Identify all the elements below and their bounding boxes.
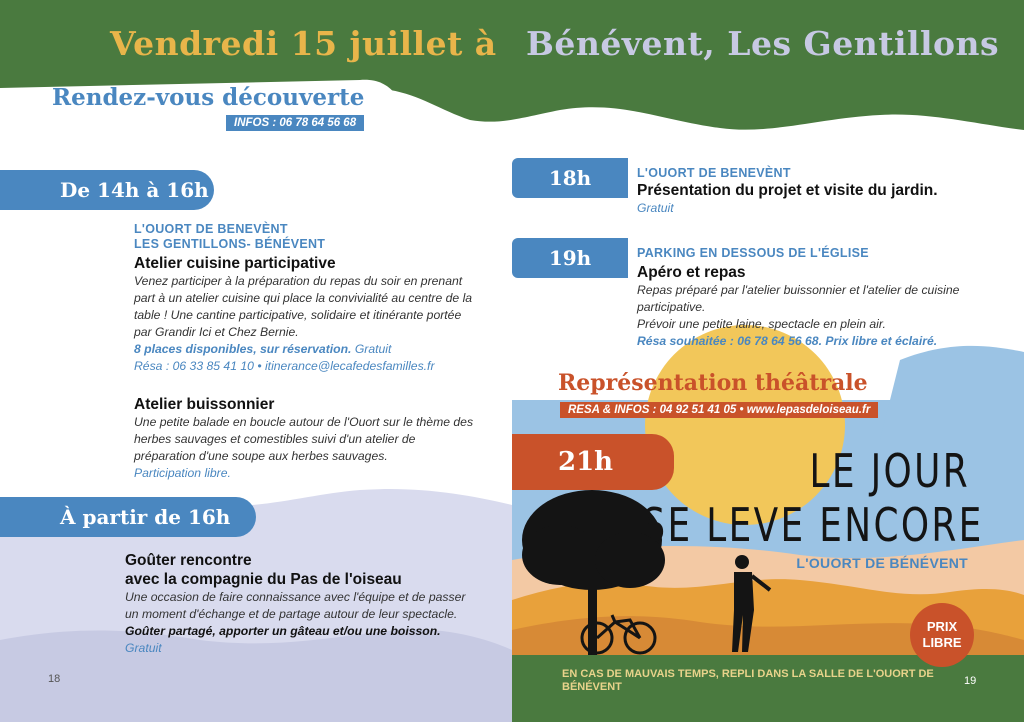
header-date-title: Vendredi 15 juillet à: [110, 24, 497, 63]
prix-label-line2: LIBRE: [922, 635, 962, 650]
prix-libre-badge: [910, 603, 974, 667]
section-title-theatre: Représentation théâtrale: [558, 370, 868, 396]
event-title-atelier-cuisine: Atelier cuisine participative: [134, 255, 336, 272]
event-block-cuisine: [134, 222, 479, 375]
time-pill-16h: À partir de 16h: [0, 497, 256, 537]
time-pill-19h: 19h: [512, 238, 628, 278]
play-title-line1: LE JOUR: [809, 444, 970, 498]
event-note-19h: Prévoir une petite laine, spectacle en plein air.: [637, 317, 886, 331]
places-note: 8 places disponibles, sur réservation.: [134, 342, 352, 356]
reservation-contact[interactable]: Résa : 06 33 85 41 10 • itinerance@lecafedesfamilles.fr: [134, 359, 435, 373]
time-pill-18h: 18h: [512, 158, 628, 198]
theatre-resa-infos[interactable]: RESA & INFOS : 04 92 51 41 05 • www.lepasdeloiseau.fr: [560, 402, 878, 418]
event-block-18h: [637, 166, 1007, 217]
play-venue: L'OUORT DE BÉNÉVENT: [796, 555, 968, 571]
page-number-right: 19: [964, 675, 977, 687]
event-title-18h: Présentation du projet et visite du jardin.: [637, 182, 938, 199]
participation-note: Participation libre.: [134, 466, 231, 480]
section-title-rendez-vous: Rendez-vous découverte: [52, 84, 365, 111]
event-title-gouter-line1: Goûter rencontre: [125, 552, 252, 569]
event-block-buissonnier: [134, 395, 479, 482]
header-place-title: Bénévent, Les Gentillons: [526, 24, 1000, 63]
event-title-19h: Apéro et repas: [637, 264, 746, 281]
price-gratuit: Gratuit: [351, 342, 392, 356]
gouter-price: Gratuit: [125, 641, 162, 655]
event-block-19h: [637, 246, 977, 350]
event-description-atelier-cuisine: Venez participer à la préparation du repas du soir en prenant part à un atelier cuisine qui place la convivialité au centre de la table ! Une cantine participative, solidaire et itinérante portée par Grandir Ici et Chez Bernie.: [134, 274, 473, 339]
event-title-gouter-line2: avec la compagnie du Pas de l'oiseau: [125, 571, 402, 588]
page-number-left: 18: [48, 673, 61, 685]
location-line-2: LES GENTILLONS- BÉNÉVENT: [134, 237, 326, 251]
prix-label-line1: PRIX: [926, 619, 958, 634]
location-19h: PARKING EN DESSOUS DE L'ÉGLISE: [637, 246, 869, 260]
gouter-note: Goûter partagé, apporter un gâteau et/ou une boisson.: [125, 624, 441, 638]
location-line-1: L'OUORT DE BENEVÈNT: [134, 222, 288, 236]
event-block-gouter: [125, 551, 470, 657]
price-18h: Gratuit: [637, 201, 674, 215]
event-description-gouter: Une occasion de faire connaissance avec l'équipe et de passer un moment d'échange et de partage autour de leur spectacle.: [125, 590, 466, 621]
location-18h: L'OUORT DE BENEVÈNT: [637, 166, 791, 180]
infos-phone: INFOS : 06 78 64 56 68: [226, 115, 364, 131]
event-title-atelier-buissonnier: Atelier buissonnier: [134, 396, 275, 413]
play-title-line2: SE LEVE ENCORE: [642, 498, 984, 552]
time-pill-14h-16h: De 14h à 16h: [0, 170, 214, 210]
reservation-19h: Résa souhaitée : 06 78 64 56 68. Prix libre et éclairé.: [637, 334, 938, 348]
time-pill-21h: 21h: [512, 434, 674, 490]
play-title-block: [550, 444, 984, 552]
event-description-19h: Repas préparé par l'atelier buissonnier et l'atelier de cuisine participative.: [637, 283, 960, 314]
event-description-buissonnier: Une petite balade en boucle autour de l'Ouort sur le thème des herbes sauvages et comestibles suivi d'un atelier de préparation d'une soupe aux herbes sauvages.: [134, 415, 474, 463]
bad-weather-note: EN CAS DE MAUVAIS TEMPS, REPLI DANS LA SALLE DE L'OUORT DE BÉNÉVENT: [562, 668, 934, 693]
